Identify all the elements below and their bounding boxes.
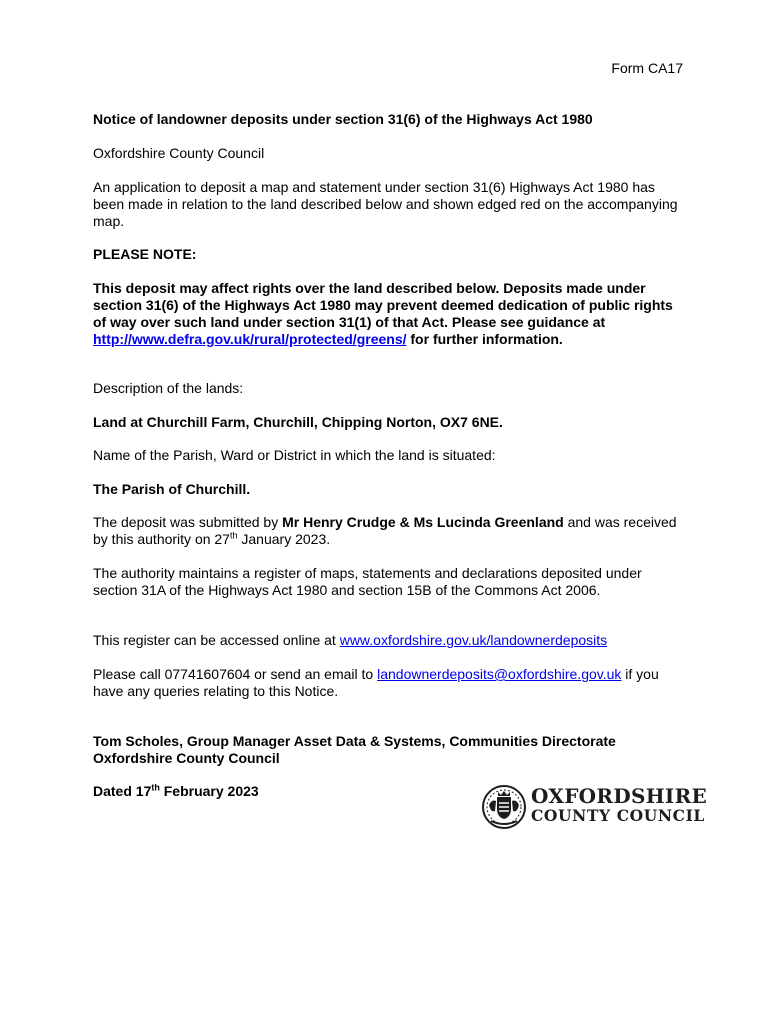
dated-after: February 2023 [159, 783, 259, 799]
defra-guidance-link[interactable]: http://www.defra.gov.uk/rural/protected/greens/ [93, 331, 407, 347]
please-note-heading: PLEASE NOTE: [93, 246, 197, 262]
signatory-block [93, 733, 685, 767]
contact-paragraph [93, 666, 685, 700]
online-text: This register can be accessed online at [93, 632, 340, 648]
logo-line-2: COUNTY COUNCIL [531, 806, 705, 825]
deposit-paragraph [93, 514, 685, 548]
council-name: Oxfordshire County Council [93, 145, 265, 161]
deposit-text-after: and was received by this authority on 27 [93, 514, 677, 547]
land-description: Land at Churchill Farm, Churchill, Chipping Norton, OX7 6NE. [93, 414, 503, 430]
contact-text-before: Please call 07741607604 or send an email to [93, 666, 378, 682]
deposit-date-rest: January 2023. [237, 531, 331, 547]
note-text-before: This deposit may affect rights over the land described below. Deposits made under section 31(6) of the Highways Act 1980 may prevent deemed dedication of public rights of way over such land under section 31(1) of that Act. Please see guidance at [93, 280, 673, 330]
landowner-deposits-link[interactable]: www.oxfordshire.gov.uk/landownerdeposits [339, 632, 608, 648]
signatory-line-1: Tom Scholes, Group Manager Asset Data & Systems, Communities Directorate [93, 733, 616, 749]
signatory-line-2: Oxfordshire County Council [93, 750, 280, 766]
deposit-text-before: The deposit was submitted by [93, 514, 283, 530]
intro-paragraph: An application to deposit a map and statement under section 31(6) Highways Act 1980 has been made in relation to the land described below and shown edged red on the accompanying map. [93, 179, 678, 229]
description-label: Description of the lands: [93, 380, 244, 396]
logo-line-1: OXFORDSHIRE [531, 784, 708, 808]
email-link[interactable]: landownerdeposits@oxfordshire.gov.uk [377, 666, 622, 682]
depositor-names: Mr Henry Crudge & Ms Lucinda Greenland [282, 514, 564, 530]
contact-text-after: if you have any queries relating to this Notice. [93, 666, 659, 699]
online-paragraph [93, 632, 685, 649]
parish-name: The Parish of Churchill. [93, 481, 251, 497]
note-paragraph [93, 280, 685, 348]
parish-label: Name of the Parish, Ward or District in which the land is situated: [93, 447, 496, 463]
dated-superscript: th [151, 782, 160, 793]
form-number: Form CA17 [611, 60, 683, 76]
logo-wordmark [531, 785, 707, 825]
oxfordshire-logo [481, 783, 708, 833]
register-paragraph: The authority maintains a register of maps, statements and declarations deposited under section 31A of the Highways Act 1980 and section 15B of the Commons Act 2006. [93, 565, 642, 598]
deposit-date-superscript: th [229, 530, 238, 541]
notice-title: Notice of landowner deposits under section 31(6) of the Highways Act 1980 [93, 111, 593, 127]
dated-before: Dated 17 [93, 783, 152, 799]
note-text-after: for further information. [406, 331, 563, 347]
coat-of-arms-icon [481, 783, 527, 831]
